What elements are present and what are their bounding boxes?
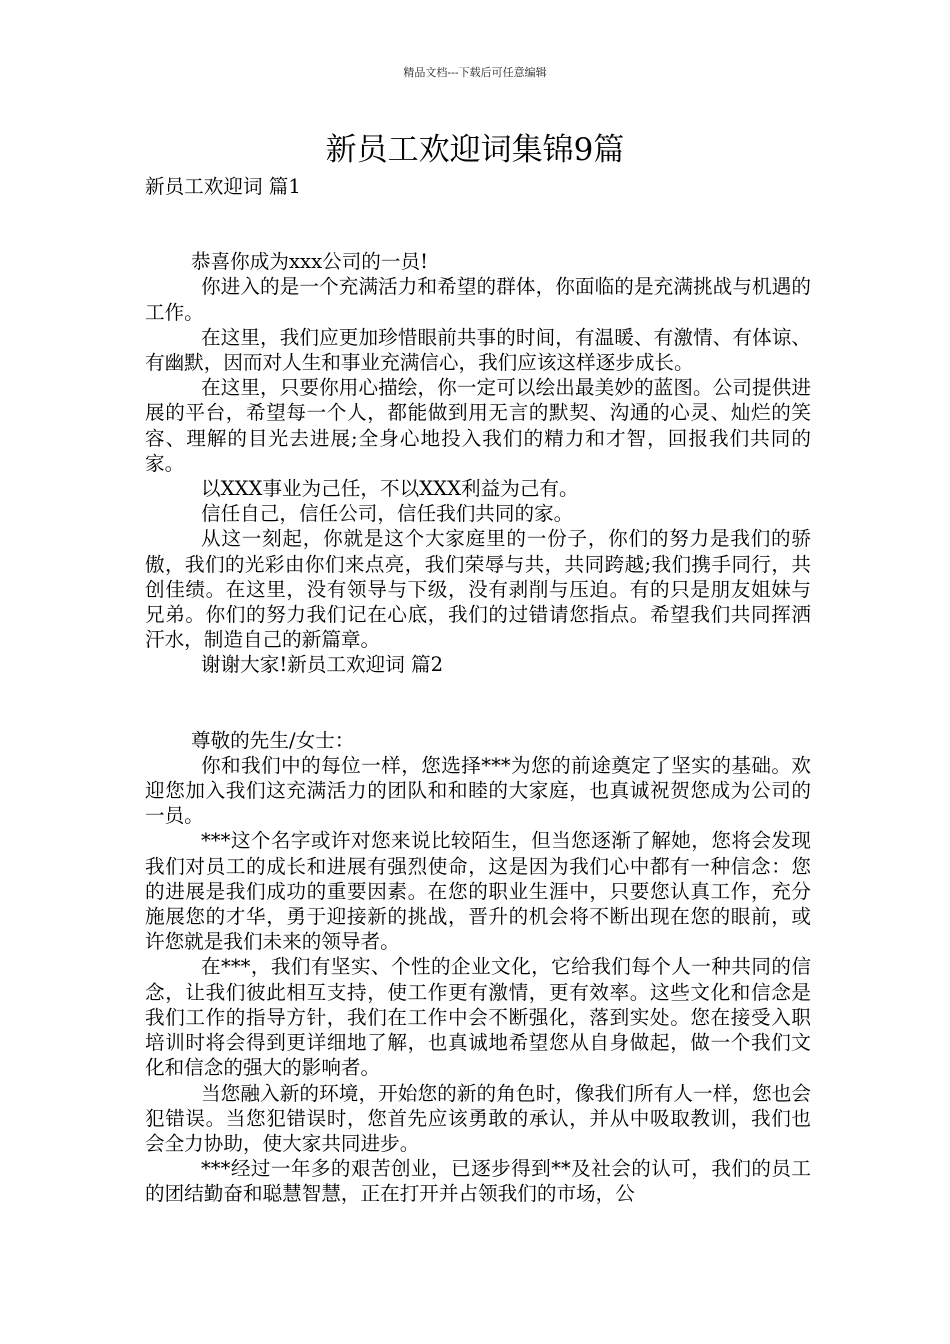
section-spacer (145, 199, 811, 249)
section1-paragraph: 信任自己，信任公司，信任我们共同的家。 (201, 502, 574, 526)
document-title: 新员工欢迎词集锦9篇 (325, 132, 625, 168)
section1-closing-and-section2-heading: 谢谢大家!新员工欢迎词 篇2 (201, 653, 444, 677)
document-body (145, 174, 811, 1207)
section1-paragraph: 你进入的是一个充满活力和希望的群体，你面临的是充满挑战与机遇的工作。 (145, 275, 811, 324)
section1-paragraph: 在这里，只要你用心描绘，你一定可以绘出最美妙的蓝图。公司提供进展的平台，希望每一个人，都能做到用无言的默契、沟通的心灵、灿烂的笑容、理解的目光去进展;全身心地投入我们的精力和才智，回报我们共同的家。 (145, 376, 811, 475)
section1-paragraph: 以XXX事业为己任，不以XXX利益为己有。 (201, 477, 579, 501)
section2-paragraph: ***这个名字或许对您来说比较陌生，但当您逐渐了解她，您将会发现我们对员工的成长和进展有强烈使命，这是因为我们心中都有一种信念：您的进展是我们成功的重要因素。在您的职业生涯中，只要您认真工作，充分施展您的才华，勇于迎接新的挑战，晋升的机会将不断出现在您的眼前，或许您就是我们未来的领导者。 (145, 829, 811, 954)
section2-paragraph: 在***，我们有坚实、个性的企业文化，它给我们每个人一种共同的信念，让我们彼此相互支持，使工作更有激情，更有效率。这些文化和信念是我们工作的指导方针，我们在工作中会不断强化，落到实处。您在接受入职培训时将会得到更详细地了解，也真诚地希望您从自身做起，做一个我们文化和信念的强大的影响者。 (145, 955, 811, 1080)
section-spacer (145, 678, 811, 728)
section1-salutation: 恭喜你成为xxx公司的一员! (191, 250, 428, 274)
section2-paragraph: 当您融入新的环境，开始您的新的角色时，像我们所有人一样，您也会犯错误。当您犯错误时，您首先应该勇敢的承认，并从中吸取教训，我们也会全力协助，使大家共同进步。 (145, 1081, 811, 1155)
section2-paragraph: 你和我们中的每位一样，您选择***为您的前途奠定了坚实的基础。欢迎您加入我们这充满活力的团队和和睦的大家庭，也真诚祝贺您成为公司的一员。 (145, 753, 811, 828)
section2-paragraph: ***经过一年多的艰苦创业，已逐步得到**及社会的认可，我们的员工的团结勤奋和聪慧智慧，正在打开并占领我们的市场，公 (145, 1157, 811, 1206)
section1-paragraph: 从这一刻起，你就是这个大家庭里的一份子，你们的努力是我们的骄傲，我们的光彩由你们来点亮，我们荣辱与共，共同跨越;我们携手同行，共创佳绩。在这里，没有领导与下级，没有剥削与压迫。有的只是朋友姐妹与兄弟。你们的努力我们记在心底，我们的过错请您指点。希望我们共同挥洒汗水，制造自己的新篇章。 (145, 527, 811, 652)
section2-salutation: 尊敬的先生/女士： (191, 728, 355, 752)
section1-heading: 新员工欢迎词 篇1 (145, 175, 301, 198)
section1-paragraph: 在这里，我们应更加珍惜眼前共事的时间，有温暖、有激情、有体谅、有幽默，因而对人生和事业充满信心，我们应该这样逐步成长。 (145, 325, 811, 375)
page-header-note: 精品文档---下载后可任意编辑 (403, 66, 547, 79)
